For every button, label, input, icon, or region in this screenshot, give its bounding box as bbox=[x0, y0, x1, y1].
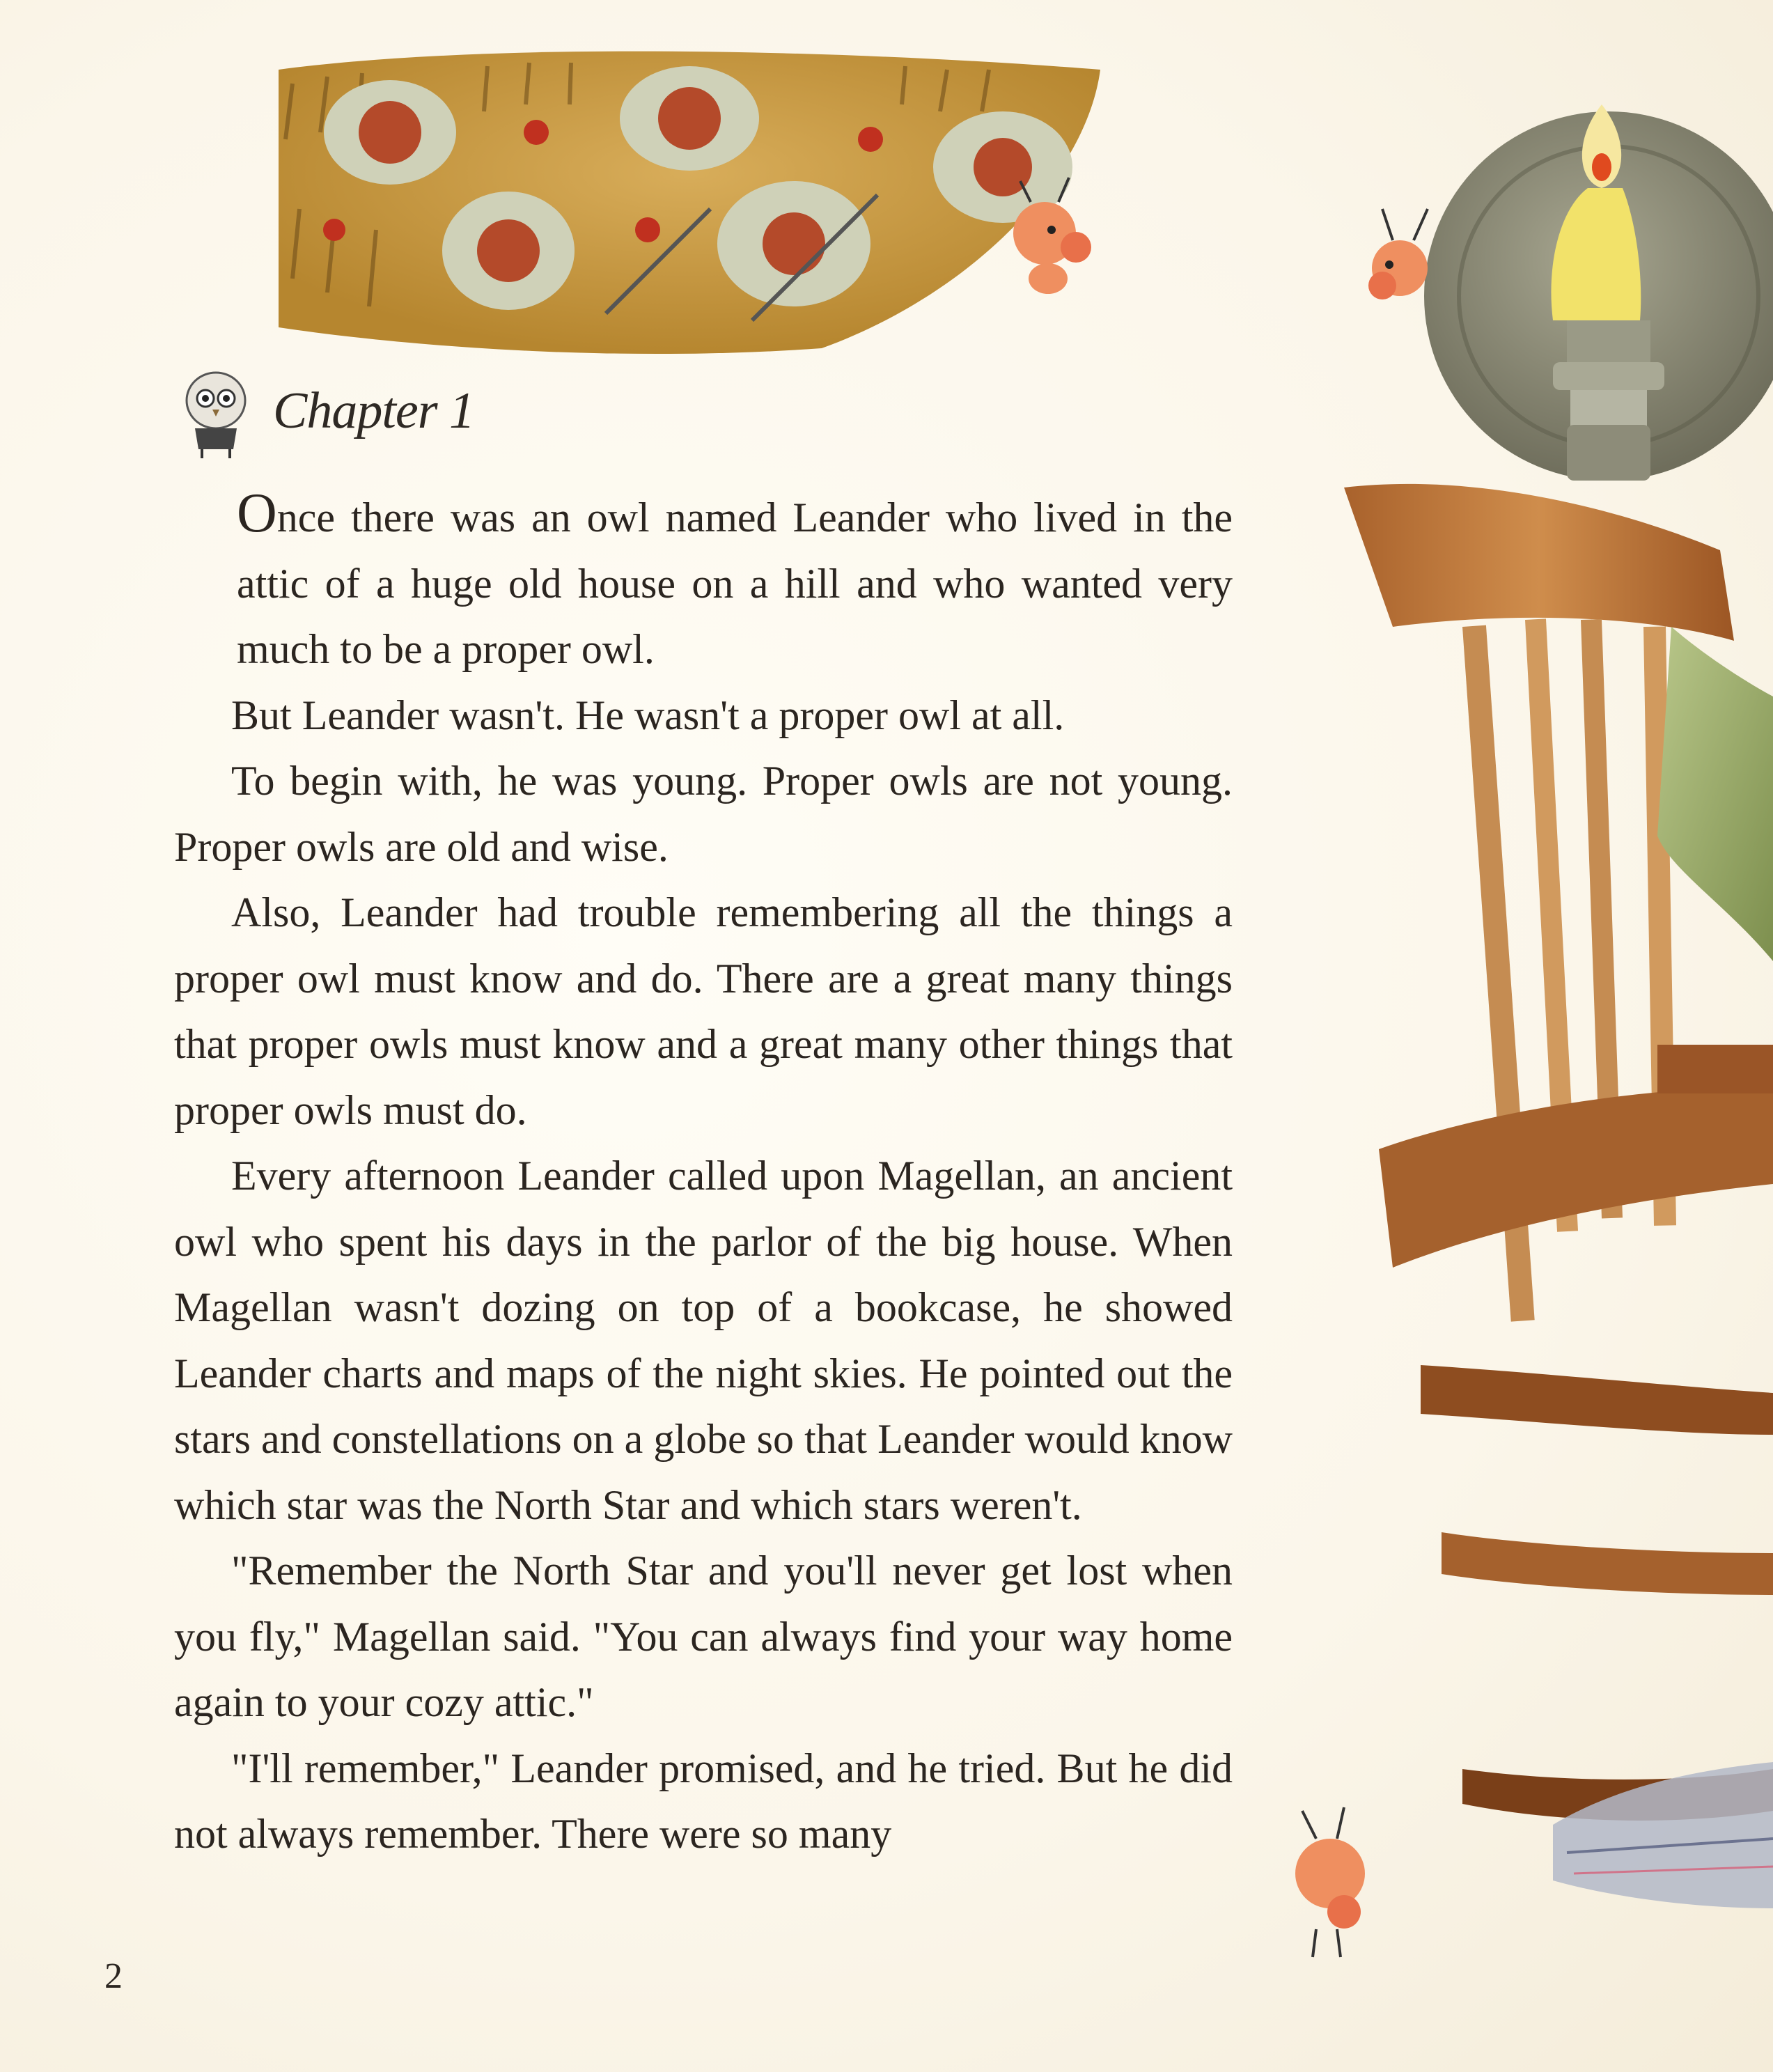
paragraph-4: Also, Leander had trouble remembering all the things a proper owl must know and do. There are a great many things that proper owls must know and a great many other things that proper owls must do. bbox=[174, 889, 1233, 1133]
chapter-heading bbox=[174, 362, 474, 460]
paragraph-7: "I'll remember," Leander promised, and he tried. But he did not always remember. There were so many bbox=[174, 1745, 1233, 1857]
paragraph-5: Every afternoon Leander called upon Magellan, an ancient owl who spent his days in the parlor of the big house. When Magellan wasn't dozing on top of a bookcase, he showed Leander charts and maps of the night skies. He pointed out the stars and constellations on a globe so that Leander would know which star was the North Star and which stars weren't. bbox=[174, 1153, 1233, 1528]
bug-creature-side-illustration bbox=[1368, 209, 1428, 299]
paragraph-3: To begin with, he was young. Proper owls are not young. Proper owls are old and wise. bbox=[174, 758, 1233, 870]
chapter-title: Chapter 1 bbox=[273, 382, 475, 439]
page-number: 2 bbox=[104, 1956, 123, 1996]
owl-chapter-icon bbox=[174, 362, 258, 460]
story-text bbox=[174, 481, 1233, 1867]
paragraph-2: But Leander wasn't. He wasn't a proper owl at all. bbox=[231, 692, 1065, 738]
drop-cap-letter: O bbox=[237, 483, 277, 544]
candle-on-plate-illustration bbox=[1424, 104, 1773, 481]
rug-with-plates-illustration bbox=[279, 52, 1100, 354]
bug-creature-bottom-illustration bbox=[1295, 1807, 1365, 1957]
rocking-chair-illustration bbox=[1344, 484, 1773, 1821]
paragraph-1 bbox=[174, 481, 1233, 683]
paragraph-text: nce there was an owl named Leander who lived in the attic of a huge old house on a hill and who wanted very much to be a proper owl. bbox=[237, 494, 1233, 672]
paragraph-6: "Remember the North Star and you'll never get lost when you fly," Magellan said. "You can always find your way home again to your cozy attic." bbox=[174, 1548, 1233, 1725]
